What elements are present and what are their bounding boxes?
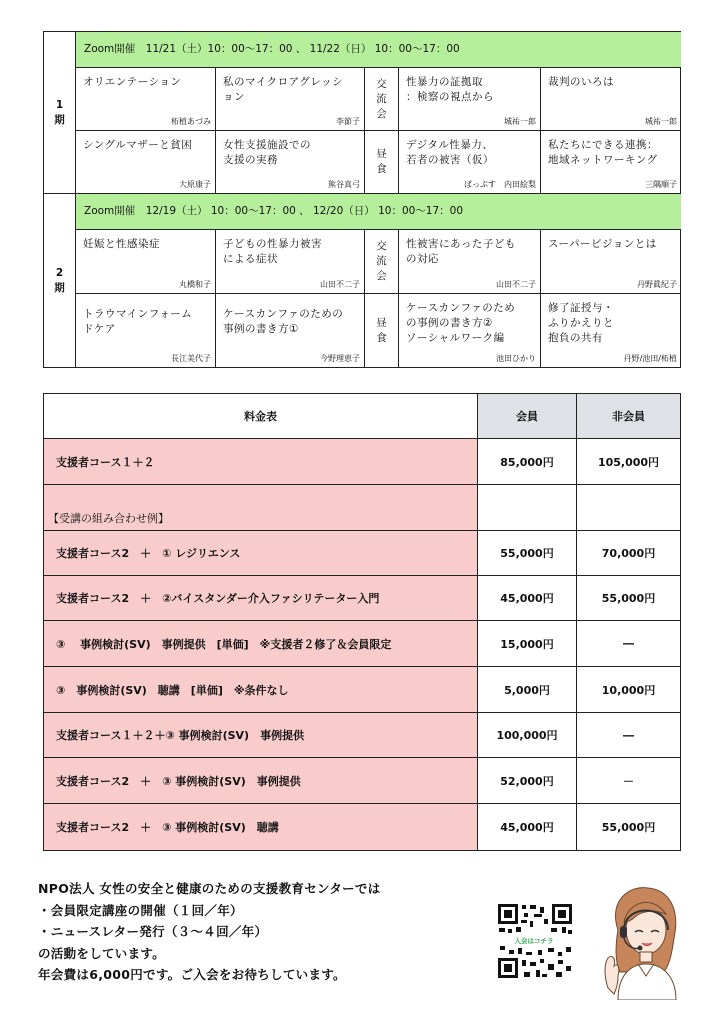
break-cell-lunch	[365, 294, 399, 367]
session-speaker: 三隅順子	[645, 180, 677, 189]
session-speaker: 丸橋和子	[179, 280, 211, 289]
break-cell-exchange	[365, 68, 399, 131]
fee-row	[44, 758, 680, 804]
session-title: 裁判のいろは	[548, 76, 614, 88]
break-label: 交流会	[376, 77, 387, 120]
term-1-label	[44, 32, 76, 194]
fee-combo-label: 【受講の組み合わせ例】	[44, 485, 478, 530]
session-cell	[76, 131, 216, 194]
break-label: 交流会	[376, 240, 387, 282]
session-cell	[216, 230, 365, 294]
break-label: 昼食	[376, 148, 387, 175]
session-speaker: 今野理恵子	[320, 354, 360, 363]
session-title: 修了証授与・ ふりかえりと 抱負の共有	[548, 302, 614, 344]
session-speaker: 大原康子	[179, 180, 211, 189]
session-speaker: 城祐一郎	[504, 117, 536, 126]
fee-header-nonmember: 非会員	[577, 394, 680, 438]
fee-course-name: 支援者コース１＋２	[44, 439, 478, 484]
membership-fee: 年会費は6,000円です。ご入会をお待ちしています。	[38, 967, 346, 982]
fee-member-price: 52,000円	[478, 758, 577, 803]
session-cell	[541, 68, 681, 131]
session-speaker: 丹野眞紀子	[637, 280, 677, 289]
session-cell	[399, 294, 541, 367]
session-title: スーパービジョンとは	[548, 238, 657, 250]
fee-row	[44, 667, 680, 713]
session-cell	[216, 68, 365, 131]
fee-course-name: ③ 事例検討(SV) 事例提供 [単価] ※支援者２修了＆会員限定	[44, 621, 478, 666]
fee-row	[44, 713, 680, 758]
session-cell	[399, 68, 541, 131]
membership-benefit: ・会員限定講座の開催（１回／年）	[38, 902, 243, 918]
fee-nonmember-price: ―	[623, 728, 634, 742]
fee-nonmember-price: 55,000円	[601, 592, 656, 605]
session-speaker: 柘植あづみ	[171, 117, 211, 126]
session-cell	[399, 131, 541, 194]
term-label-text: 1 期	[54, 98, 65, 126]
fee-empty-cell	[577, 485, 680, 530]
break-label: 昼食	[376, 316, 387, 344]
fee-member-price: 15,000円	[478, 621, 577, 666]
session-title: 子どもの性暴力被害 による症状	[223, 238, 322, 265]
term-2-label	[44, 194, 76, 367]
session-title: 私のマイクロアグレッシ ョン	[223, 76, 344, 103]
fee-nonmember-price: 105,000円	[597, 455, 660, 469]
fee-member-price: 45,000円	[478, 576, 577, 620]
session-speaker: 山田不二子	[320, 280, 360, 289]
fee-row	[44, 439, 680, 485]
zoom-dates: Zoom開催 11/21（土）10：00〜17：00 、 11/22（日） 10：00〜17：00	[84, 43, 460, 55]
session-cell	[76, 230, 216, 294]
membership-intro: NPO法人 女性の安全と健康のための支援教育センターでは	[38, 881, 381, 896]
session-title: ケースカンファのための 事例の書き方①	[223, 308, 344, 335]
session-speaker: 李節子	[336, 117, 360, 126]
fee-course-name: 支援者コース2 ＋ ②バイスタンダー介入ファシリテーター入門	[44, 576, 478, 620]
fee-nonmember-price: 70,000円	[601, 547, 656, 560]
session-speaker: 山田不二子	[496, 280, 536, 289]
session-cell	[541, 294, 681, 367]
term-2-zoom-banner	[76, 194, 681, 230]
session-speaker: ぱっぷす 内田絵梨	[464, 180, 536, 189]
session-title: 私たちにできる連携： 地域ネットワーキング	[548, 139, 658, 166]
fee-member-price: 5,000円	[478, 667, 577, 712]
fee-course-name: ③ 事例検討(SV) 聴講 [単価] ※条件なし	[44, 667, 478, 712]
term-label-text: 2 期	[54, 266, 65, 294]
schedule-table	[43, 31, 681, 368]
session-title: デジタル性暴力、 若者の被害（仮）	[406, 139, 494, 166]
fee-course-name: 支援者コース2 ＋ ③ 事例検討(SV) 聴講	[44, 804, 478, 850]
fee-combo-label-row	[44, 485, 680, 531]
session-title: シングルマザーと貧困	[83, 139, 193, 151]
fee-nonmember-price: 10,000円	[601, 683, 656, 697]
session-speaker: 長江美代子	[171, 354, 211, 363]
fee-member-price: 85,000円	[478, 439, 577, 484]
break-cell-exchange	[365, 230, 399, 294]
session-cell	[541, 230, 681, 294]
fee-table	[43, 393, 681, 851]
session-cell	[76, 68, 216, 131]
fee-member-price: 45,000円	[478, 804, 577, 850]
qr-label: 入会はコチラ	[505, 936, 563, 946]
session-title: 性暴力の証拠取 ：検察の視点から	[406, 76, 494, 103]
fee-course-name: 支援者コース2 ＋ ① レジリエンス	[44, 531, 478, 575]
fee-nonmember-price: －	[623, 774, 634, 788]
break-cell-lunch	[365, 131, 399, 194]
session-cell	[399, 230, 541, 294]
session-speaker: 熊谷真弓	[328, 180, 360, 189]
session-cell	[216, 294, 365, 367]
fee-header-row	[44, 394, 680, 439]
fee-header-title: 料金表	[44, 394, 478, 438]
fee-nonmember-price: 55,000円	[601, 821, 656, 834]
zoom-dates: Zoom開催 12/19（土） 10：00〜17：00 、 12/20（日） 10：00〜17：00	[84, 205, 464, 217]
term-1-zoom-banner	[76, 32, 681, 68]
session-title: 女性支援施設での 支援の実務	[223, 139, 311, 166]
fee-member-price: 100,000円	[478, 713, 577, 757]
session-title: ケースカンファのため の事例の書き方② ソーシャルワーク編	[406, 302, 516, 344]
session-speaker: 城祐一郎	[645, 117, 677, 126]
fee-row	[44, 576, 680, 621]
membership-info	[38, 878, 478, 986]
fee-row	[44, 531, 680, 576]
fee-member-price: 55,000円	[478, 531, 577, 575]
fee-row	[44, 804, 680, 850]
support-staff-illustration-icon	[590, 880, 690, 1000]
membership-benefit: ・ニュースレター発行（３〜４回／年）	[38, 924, 268, 939]
session-cell	[216, 131, 365, 194]
fee-row	[44, 621, 680, 667]
fee-course-name: 支援者コース１＋２＋③ 事例検討(SV) 事例提供	[44, 713, 478, 757]
session-cell	[541, 131, 681, 194]
fee-header-member: 会員	[478, 394, 577, 438]
fee-course-name: 支援者コース2 ＋ ③ 事例検討(SV) 事例提供	[44, 758, 478, 803]
fee-empty-cell	[478, 485, 577, 530]
fee-nonmember-price: ―	[623, 637, 634, 650]
session-speaker: 丹野/池田/柘植	[623, 354, 677, 363]
session-title: 性被害にあった子ども の対応	[406, 238, 516, 265]
session-title: 妊娠と性感染症	[83, 238, 160, 250]
session-title: オリエンテーション	[83, 76, 182, 88]
session-speaker: 池田ひかり	[496, 354, 536, 363]
session-cell	[76, 294, 216, 367]
session-title: トラウマインフォーム ドケア	[83, 308, 193, 335]
membership-activities: の活動をしています。	[38, 945, 166, 961]
